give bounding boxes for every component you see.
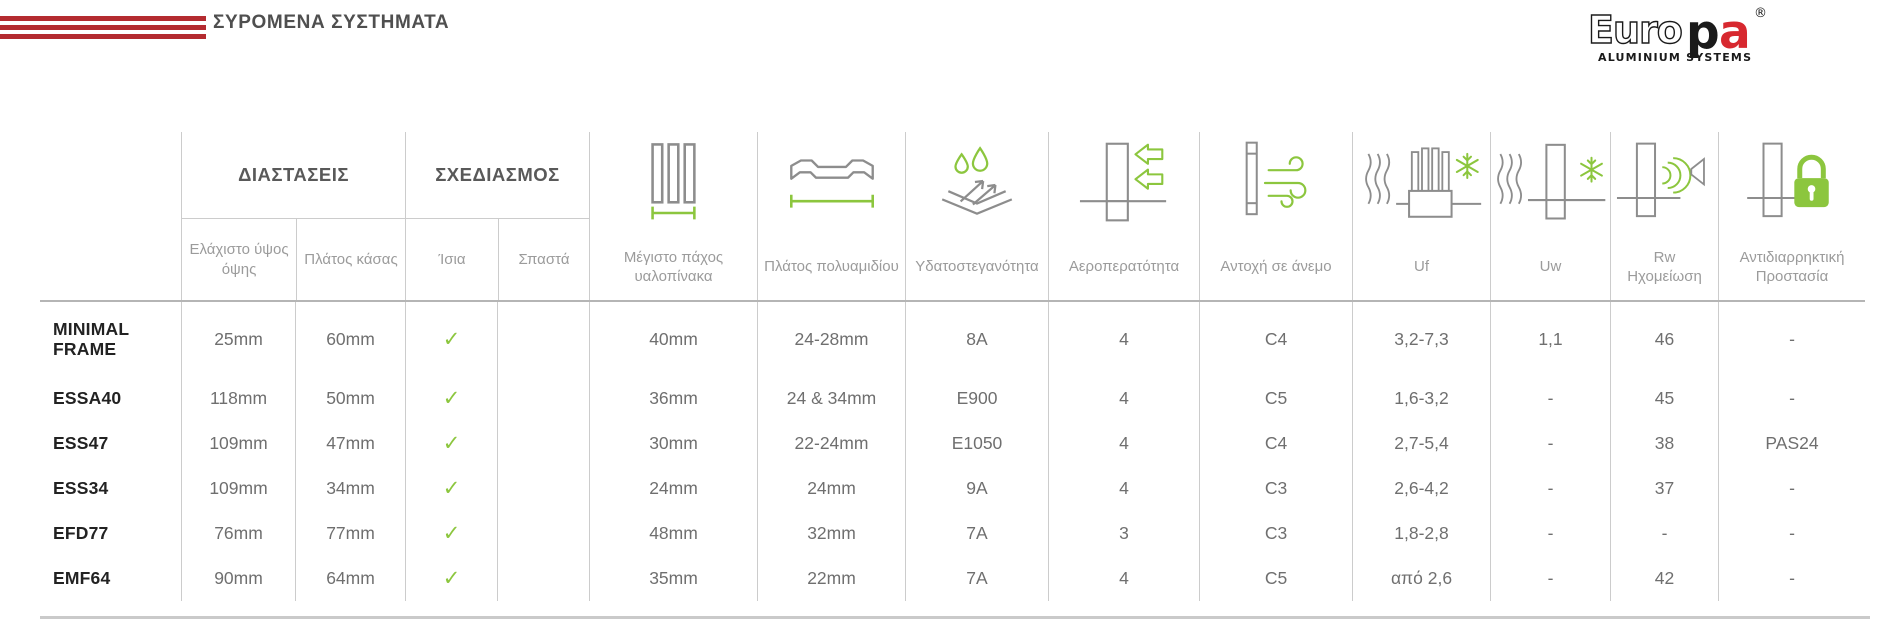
stripe — [0, 16, 206, 21]
system-name: MINIMAL FRAME — [53, 318, 129, 359]
column-header-straight: Ίσια — [438, 250, 466, 268]
table-cell: 46 — [1610, 302, 1718, 376]
page-title: ΣΥΡΟΜΕΝΑ ΣΥΣΤΗΜΑΤΑ — [213, 12, 450, 33]
table-cell: PAS24 — [1718, 421, 1865, 466]
table-cell: 35mm — [589, 556, 757, 601]
table-cell: 22-24mm — [757, 421, 905, 466]
subheader-row — [406, 219, 589, 300]
column-group-dimensions — [181, 132, 405, 300]
table-cell: 4 — [1048, 556, 1199, 601]
table-cell: E900 — [905, 376, 1048, 421]
table-cell: C4 — [1199, 302, 1352, 376]
logo-letter-p: p — [1686, 5, 1720, 60]
column-label: Πλάτος πολυαμιδίου — [764, 258, 899, 276]
table-body — [40, 302, 1865, 601]
table-cell: - — [1490, 421, 1610, 466]
stripe — [0, 34, 206, 39]
table-cell: 37 — [1610, 466, 1718, 511]
column-label: Uw — [1539, 258, 1562, 276]
table-cell: - — [1490, 466, 1610, 511]
table-cell: 7A — [905, 511, 1048, 556]
table-cell — [497, 511, 589, 556]
group-label: ΔΙΑΣΤΑΣΕΙΣ — [182, 132, 405, 219]
column-label: Uf — [1414, 258, 1429, 276]
table-cell: E1050 — [905, 421, 1048, 466]
check-icon: ✓ — [405, 511, 497, 556]
check-icon: ✓ — [405, 421, 497, 466]
column-label: Rw Ηχομείωση — [1627, 248, 1702, 285]
table-row — [40, 511, 1865, 556]
table-cell: 60mm — [295, 302, 405, 376]
table-cell: 4 — [1048, 421, 1199, 466]
table-cell: 118mm — [181, 376, 295, 421]
table-cell: 24mm — [589, 466, 757, 511]
column-header-min-face-height: Ελάχιστο ύψος όψης — [189, 241, 289, 278]
table-cell: 24mm — [757, 466, 905, 511]
table-cell — [497, 421, 589, 466]
table-cell: 50mm — [295, 376, 405, 421]
table-cell — [497, 556, 589, 601]
column-group-design — [405, 132, 589, 300]
thermal-uw-icon — [1493, 132, 1609, 234]
table-cell: 36mm — [589, 376, 757, 421]
bottom-rule — [40, 616, 1870, 619]
thermal-uf-icon — [1361, 132, 1483, 234]
table-cell: 109mm — [181, 421, 295, 466]
table-cell: 77mm — [295, 511, 405, 556]
column-header-thermal-uf — [1352, 132, 1490, 300]
column-header-folding: Σπαστά — [498, 219, 589, 300]
table-cell: - — [1718, 511, 1865, 556]
table-row — [40, 556, 1865, 601]
stripe — [0, 25, 206, 30]
table-cell: 32mm — [757, 511, 905, 556]
registered-mark: ® — [1754, 6, 1767, 21]
system-name: ESSA40 — [53, 388, 122, 409]
table-cell: 30mm — [589, 421, 757, 466]
logo-outline-text: Euro — [1588, 8, 1682, 52]
table-row — [40, 421, 1865, 466]
subheader-row — [182, 219, 405, 300]
table-cell: 90mm — [181, 556, 295, 601]
column-header-wind-resistance — [1199, 132, 1352, 300]
table-cell: C3 — [1199, 466, 1352, 511]
water-tightness-icon — [934, 132, 1020, 234]
table-cell: 47mm — [295, 421, 405, 466]
column-header-burglar-protection — [1718, 132, 1865, 300]
check-icon: ✓ — [405, 376, 497, 421]
table-cell: 24-28mm — [757, 302, 905, 376]
table-cell: - — [1490, 376, 1610, 421]
corner-cell — [40, 132, 181, 300]
table-cell: 2,7-5,4 — [1352, 421, 1490, 466]
table-cell: 1,1 — [1490, 302, 1610, 376]
glass-thickness-icon — [644, 132, 704, 234]
group-label: ΣΧΕΔΙΑΣΜΟΣ — [406, 132, 589, 219]
table-cell: 40mm — [589, 302, 757, 376]
table-cell: 25mm — [181, 302, 295, 376]
table-cell: - — [1610, 511, 1718, 556]
column-header-thermal-uw — [1490, 132, 1610, 300]
column-header-water-tightness — [905, 132, 1048, 300]
table-cell: 38 — [1610, 421, 1718, 466]
table-cell: 22mm — [757, 556, 905, 601]
table-row — [40, 302, 1865, 376]
table-cell: από 2,6 — [1352, 556, 1490, 601]
column-label: Μέγιστο πάχος υαλοπίνακα — [623, 248, 724, 285]
table-cell: 4 — [1048, 302, 1199, 376]
table-cell: - — [1718, 302, 1865, 376]
table-cell: C5 — [1199, 556, 1352, 601]
column-label: Αεροπερατότητα — [1068, 258, 1180, 276]
column-header-air-permeability — [1048, 132, 1199, 300]
table-cell: C5 — [1199, 376, 1352, 421]
table-cell: 4 — [1048, 466, 1199, 511]
table-cell: 34mm — [295, 466, 405, 511]
table-row — [40, 466, 1865, 511]
column-header-polyamide-width — [757, 132, 905, 300]
table-cell: - — [1718, 376, 1865, 421]
check-icon: ✓ — [405, 556, 497, 601]
table-cell — [497, 302, 589, 376]
europa-logo — [1586, 2, 1886, 64]
logo-letter-a: a — [1719, 5, 1751, 60]
table-cell: 48mm — [589, 511, 757, 556]
red-stripes-decor — [0, 16, 206, 39]
table-cell: 3,2-7,3 — [1352, 302, 1490, 376]
check-icon: ✓ — [405, 466, 497, 511]
table-cell: 7A — [905, 556, 1048, 601]
table-cell: - — [1490, 511, 1610, 556]
air-permeability-icon — [1078, 132, 1170, 234]
column-header-sound-reduction — [1610, 132, 1718, 300]
table-cell: 42 — [1610, 556, 1718, 601]
table-cell: 64mm — [295, 556, 405, 601]
system-name: EFD77 — [53, 523, 109, 544]
table-cell: 1,8-2,8 — [1352, 511, 1490, 556]
column-label: Υδατοστεγανότητα — [915, 258, 1039, 276]
table-cell: 9A — [905, 466, 1048, 511]
system-name: EMF64 — [53, 568, 111, 589]
column-label: Αντιδιαρρηκτική Προστασία — [1739, 248, 1845, 285]
table-cell: C4 — [1199, 421, 1352, 466]
table-cell: 2,6-4,2 — [1352, 466, 1490, 511]
column-label: Αντοχή σε άνεμο — [1220, 258, 1332, 276]
table-cell: 8A — [905, 302, 1048, 376]
table-cell: 76mm — [181, 511, 295, 556]
table-cell: 1,6-3,2 — [1352, 376, 1490, 421]
table-cell — [497, 466, 589, 511]
column-header-glass-thickness — [589, 132, 757, 300]
column-header-frame-width: Πλάτος κάσας — [296, 219, 405, 300]
table-cell: C3 — [1199, 511, 1352, 556]
table-cell: - — [1718, 466, 1865, 511]
sound-reduction-icon — [1615, 132, 1715, 234]
system-name: ESS34 — [53, 478, 109, 499]
burglar-protection-icon — [1745, 132, 1840, 234]
table-cell: - — [1490, 556, 1610, 601]
table-cell: - — [1718, 556, 1865, 601]
table-header — [40, 132, 1865, 302]
spec-table — [40, 132, 1865, 601]
table-row — [40, 376, 1865, 421]
table-cell: 45 — [1610, 376, 1718, 421]
table-cell: 3 — [1048, 511, 1199, 556]
table-cell — [497, 376, 589, 421]
table-cell: 24 & 34mm — [757, 376, 905, 421]
system-name: ESS47 — [53, 433, 109, 454]
table-cell: 109mm — [181, 466, 295, 511]
logo-tagline: ALUMINIUM SYSTEMS — [1598, 51, 1753, 64]
wind-resistance-icon — [1232, 132, 1320, 234]
polyamide-width-icon — [787, 132, 877, 234]
table-cell: 4 — [1048, 376, 1199, 421]
check-icon: ✓ — [405, 302, 497, 376]
